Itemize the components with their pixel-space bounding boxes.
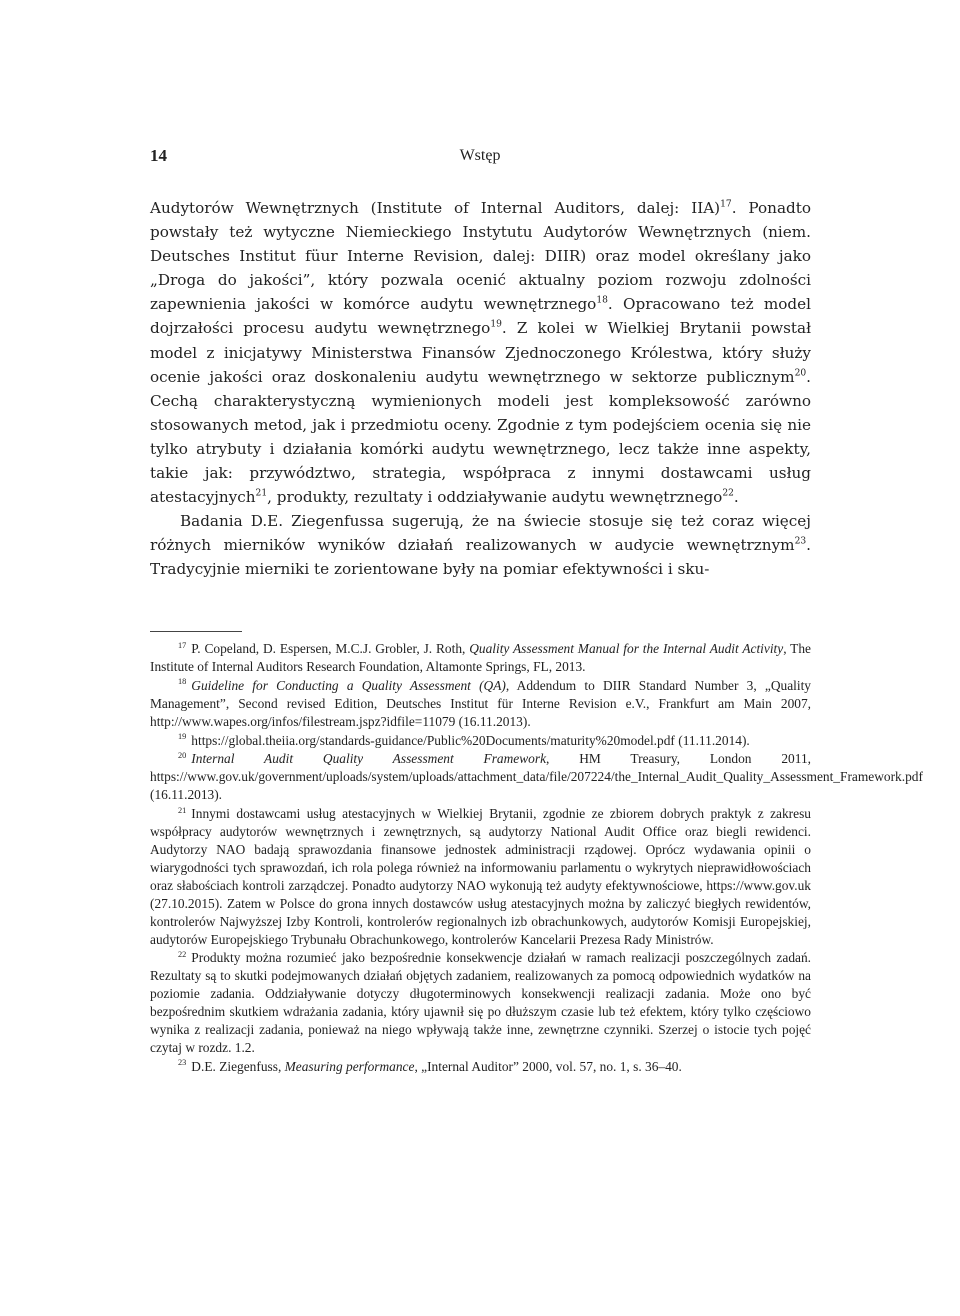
footnote-ref-17[interactable]: 17 xyxy=(720,199,732,210)
footnote-number: 17 xyxy=(178,640,187,650)
footnote-text: , The Institute of Internal Auditors Research Foundation, Altamonte Springs, FL, 2013. xyxy=(150,641,811,674)
footnote-text: Produkty można rozumieć jako bezpośrednie konsekwencje działań w ramach realizacji poszczególnych zadań. Rezultaty są to skutki podejmowanych działań objętych zadaniem, realizowanych za pomocą odpowiednich wydatków na poziomie zadania. Oddziaływanie dotyczy długoterminowych konsekwencji realizacji zadania. Może ono być bezpośrednim skutkiem wdrażania zadania, który ujawnił się po dłuższym czasie lub też efektem, który tylko częściowo wynika z realizacji zadania, ponieważ na niego wpływają także inne, zewnętrzne czynniki. Szerzej o istocie tych pojęć czytaj w rozdz. 1.2. xyxy=(150,950,811,1055)
footnotes xyxy=(150,640,923,1076)
paragraph xyxy=(150,196,811,509)
page-number: 14 xyxy=(150,146,167,165)
footnote-number: 23 xyxy=(178,1058,187,1068)
footnote-title: Internal Audit Quality Assessment Framework xyxy=(191,751,547,767)
text-run: . Z kolei w Wielkiej Brytanii powstał model z inicjatywy Ministerstwa Finansów Zjednoczonego Królestwa, który służy ocenie jakości oraz doskonaleniu audytu wewnętrznego w sektorze publicznym xyxy=(150,319,811,386)
text-run: . Cechą charakterystyczną wymienionych modeli jest kompleksowość zarówno stosowanych metod, jak i przedmiotu oceny. Zgodnie z tym podejściem ocenia się nie tylko atrybuty i działania komórki audytu wewnętrznego, lecz także inne aspekty, takie jak: przywództwo, strategia, współpraca z innymi dostawcami usług atestacyjnych xyxy=(150,367,811,507)
text-run: . xyxy=(733,488,739,507)
paragraph xyxy=(150,509,811,581)
footnote-18 xyxy=(150,677,811,731)
footnote-number: 21 xyxy=(178,805,187,815)
footnote-ref-21[interactable]: 21 xyxy=(255,488,268,499)
footnote-21 xyxy=(150,805,811,948)
footnote-link[interactable]: https://global.theiia.org/standards-guidance/Public%20Documents/maturity%20model.pdf (11.11.2014). xyxy=(191,732,750,748)
footnote-title: Measuring performance xyxy=(284,1058,415,1074)
footnote-number: 18 xyxy=(178,677,187,687)
footnote-number: 22 xyxy=(178,950,187,960)
footnote-text: , „Internal Auditor” 2000, vol. 57, no. 1, s. 36–40. xyxy=(414,1058,682,1074)
footnote-text: , HM Treasury, London 2011, https://www.gov.uk/government/uploads/system/uploads/attachment_data/file/207224/the_Internal_Audit_Quality_Assessment_Framework.pdf (16.11.2013). xyxy=(150,751,923,803)
text-run: Badania D.E. Ziegenfussa sugerują, że na świecie stosuje się też coraz więcej różnych mierników wyników działań realizowanych w audycie wewnętrznym xyxy=(150,512,811,555)
footnote-separator xyxy=(150,631,242,632)
footnote-title: Quality Assessment Manual for the Internal Audit Activity xyxy=(469,641,784,656)
footnote-text: P. Copeland, D. Espersen, M.C.J. Grobler, J. Roth, xyxy=(191,641,470,656)
footnote-22 xyxy=(150,949,811,1056)
footnote-ref-22[interactable]: 22 xyxy=(722,488,734,499)
footnote-text: Innymi dostawcami usług atestacyjnych w Wielkiej Brytanii, zgodnie ze zbiorem dobrych praktyk z zakresu współpracy audytorów wewnętrznych i zewnętrznych, są audytorzy National Audit Office oraz biegli rewidenci. Audytorzy NAO badają sprawozdania finansowe jednostek administracji rządowej. Oprócz wydawania opinii o wiarygodności tych sprawozdań, ich rola polega również na informowaniu parlamentu o wykrytych nieprawidłowościach oraz słabościach kontroli zarządczej. Ponadto audytorzy NAO wykonują też audyty efektywnościowe, https://www.gov.uk (27.10.2015). Zatem w Polsce do grona innych dostawców usług atestacyjnych można by zaliczyć biegłych rewidentów, kontrolerów Najwyższej Izby Kontroli, kontrolerów regionalnych izb obrachunkowych, audytorów Komisji Europejskiej, audytorów Europejskiego Trybunału Obrachunkowego, kontrolerów Kancelarii Prezesa Rady Ministrów. xyxy=(150,806,811,947)
footnote-23 xyxy=(150,1058,811,1076)
footnote-text: , Addendum to DIIR Standard Number 3, „Quality Management”, Second revised Edition, Deutsches Institut für Interne Revision e.V., Frankfurt am Main 2007, http://www.wapes.org/infos/filestream.jspz?idfile=11079 (16.11.2013). xyxy=(150,677,811,729)
text-run: . Tradycyjnie mierniki te zorientowane były na pomiar efektywności i sku- xyxy=(150,536,811,579)
footnote-19 xyxy=(150,732,811,750)
running-title: Wstęp xyxy=(459,147,501,164)
footnote-ref-23[interactable]: 23 xyxy=(794,536,807,547)
footnote-ref-18[interactable]: 18 xyxy=(596,296,608,306)
text-run: , produkty, rezultaty i oddziaływanie audytu wewnętrznego xyxy=(267,488,723,507)
footnote-number: 19 xyxy=(178,732,187,742)
footnote-title: Guideline for Conducting a Quality Assessment (QA) xyxy=(191,677,506,693)
footnote-number: 20 xyxy=(178,751,187,761)
footnote-20 xyxy=(150,750,923,804)
text-run: Audytorów Wewnętrznych (Institute of Internal Auditors, dalej: IIA) xyxy=(150,199,721,217)
footnote-text: D.E. Ziegenfuss, xyxy=(191,1058,285,1074)
text-run: . Ponadto powstały też wytyczne Niemieckiego Instytutu Audytorów Wewnętrznych (niem. Deutsches Institut füur Interne Revision, dalej: DIIR) oraz model określany jako „Droga do jakości”, który pozwala ocenić aktualny poziom rozwoju zdolności zapewnienia jakości w komórce audytu wewnętrznego xyxy=(150,199,811,314)
footnote-ref-19[interactable]: 19 xyxy=(490,320,502,331)
main-text xyxy=(150,196,811,582)
text-run: . Opracowano też model dojrzałości procesu audytu wewnętrznego xyxy=(150,295,811,338)
footnote-ref-20[interactable]: 20 xyxy=(794,368,807,379)
footnote-17 xyxy=(150,640,811,676)
